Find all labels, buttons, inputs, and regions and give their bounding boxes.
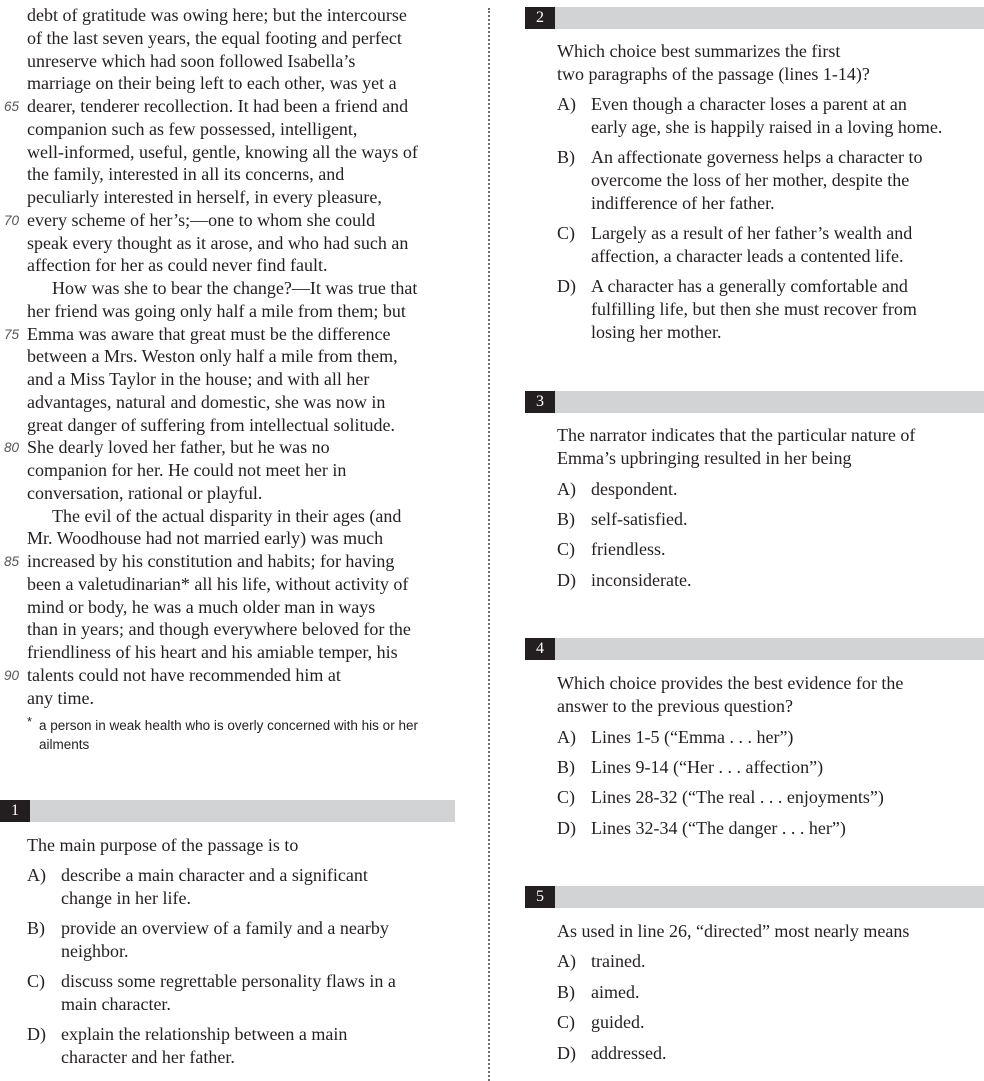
passage-line-text: Emma was aware that great must be the difference <box>27 323 391 344</box>
answer-option[interactable] <box>557 538 982 561</box>
footnote <box>27 716 457 754</box>
question-stem-line: Emma’s upbringing resulted in her being <box>557 448 852 468</box>
question-stem-line: Which choice best summarizes the first <box>557 41 841 61</box>
option-text <box>591 817 846 840</box>
option-text <box>591 93 942 139</box>
option-text-line: indifference of her father. <box>591 193 775 213</box>
option-text-line: affection, a character leads a contented life. <box>591 246 904 266</box>
option-text <box>61 970 396 1016</box>
question-number: 4 <box>525 638 555 660</box>
option-letter: B) <box>557 757 575 777</box>
passage-line-text: talents could not have recommended him at <box>27 664 341 685</box>
passage-line <box>27 345 467 368</box>
passage-line-text: the family, interested in all its concerns, and <box>27 164 345 185</box>
option-text-line: A character has a generally comfortable and <box>591 276 908 296</box>
question-header-bar <box>525 638 984 660</box>
option-letter: B) <box>557 509 575 529</box>
passage-line-text: affection for her as could never find fault. <box>27 255 328 276</box>
passage-line-text: than in years; and though everywhere beloved for the <box>27 619 411 640</box>
question-header-bar <box>525 886 984 908</box>
option-text-line: An affectionate governess helps a character to <box>591 147 923 167</box>
answer-option[interactable] <box>27 970 457 1016</box>
passage-line <box>27 50 467 73</box>
answer-option[interactable] <box>557 93 982 139</box>
option-text-line: provide an overview of a family and a nearby <box>61 918 389 938</box>
option-letter: B) <box>557 982 575 1002</box>
option-text-line: Lines 32-34 (“The danger . . . her”) <box>591 818 846 838</box>
passage-line <box>27 505 467 528</box>
passage-line <box>27 459 467 482</box>
passage-line-text: companion such as few possessed, intelligent, <box>27 118 358 139</box>
option-text-line: neighbor. <box>61 941 129 961</box>
answer-option[interactable] <box>557 508 982 531</box>
option-text <box>591 981 639 1004</box>
option-text-line: Lines 28-32 (“The real . . . enjoyments”) <box>591 787 884 807</box>
option-text <box>591 756 823 779</box>
answer-option[interactable] <box>557 950 982 973</box>
option-text <box>591 275 917 344</box>
column-divider <box>488 8 490 1081</box>
passage-line-text: been a valetudinarian* all his life, without activity of <box>27 573 409 594</box>
passage-line-text: speak every thought as it arose, and who had such an <box>27 232 409 253</box>
question-stem-line: two paragraphs of the passage (lines 1-14)? <box>557 64 870 84</box>
passage-line-text: of the last seven years, the equal footing and perfect <box>27 27 402 48</box>
answer-option[interactable] <box>557 756 982 779</box>
passage-line <box>27 254 467 277</box>
passage-line <box>4 323 467 346</box>
passage-line-text: Mr. Woodhouse had not married early) was much <box>27 528 384 549</box>
passage-line <box>27 687 467 710</box>
answer-option[interactable] <box>557 478 982 501</box>
question-number: 2 <box>525 7 555 29</box>
option-text-line: character and her father. <box>61 1047 235 1067</box>
passage-line <box>4 209 467 232</box>
answer-option[interactable] <box>27 1023 457 1069</box>
line-number: 90 <box>4 667 20 683</box>
option-text-line: Largely as a result of her father’s wealth and <box>591 223 913 243</box>
passage-line-text: mind or body, he was a much older man in ways <box>27 596 376 617</box>
passage-line <box>27 186 467 209</box>
passage-line <box>4 436 467 459</box>
option-text-line: early age, she is happily raised in a loving home. <box>591 117 943 137</box>
passage-line-text: dearer, tenderer recollection. It had been a friend and <box>27 96 409 116</box>
passage-line <box>4 550 467 573</box>
option-text-line: self-satisfied. <box>591 509 688 529</box>
option-text <box>591 146 923 215</box>
passage-line <box>27 4 467 27</box>
passage-line <box>27 573 467 596</box>
option-text <box>591 786 884 809</box>
option-letter: C) <box>557 539 575 559</box>
passage-line-text: friendliness of his heart and his amiable temper, his <box>27 642 398 662</box>
option-letter: A) <box>557 727 576 747</box>
option-text <box>591 950 645 973</box>
option-text-line: aimed. <box>591 982 640 1002</box>
option-letter: D) <box>27 1024 46 1044</box>
question-number: 1 <box>0 800 30 822</box>
footnote-line-1: a person in weak health who is overly concerned with his or her <box>39 718 418 733</box>
question-stem <box>557 920 909 943</box>
question-stem-line: Which choice provides the best evidence for the <box>557 673 904 693</box>
passage-line <box>27 72 467 95</box>
option-text-line: trained. <box>591 951 646 971</box>
answer-option[interactable] <box>557 146 982 215</box>
passage-line <box>4 95 467 118</box>
option-letter: A) <box>557 94 576 114</box>
answer-option[interactable] <box>557 1011 982 1034</box>
passage-line <box>27 118 467 141</box>
question-number: 3 <box>525 391 555 413</box>
option-text <box>61 864 368 910</box>
passage-line-text: and a Miss Taylor in the house; and with all her <box>27 369 370 389</box>
option-text-line: Even though a character loses a parent at an <box>591 94 907 114</box>
option-text-line: main character. <box>61 994 171 1014</box>
option-text-line: explain the relationship between a main <box>61 1024 348 1044</box>
line-number: 65 <box>4 99 20 114</box>
option-text-line: losing her mother. <box>591 322 722 342</box>
question-header-bar <box>0 800 455 822</box>
option-text-line: fulfilling life, but then she must recover from <box>591 299 917 319</box>
passage-line <box>27 368 467 391</box>
option-text-line: guided. <box>591 1012 645 1032</box>
answer-option[interactable] <box>557 817 982 840</box>
option-text-line: describe a main character and a significant <box>61 865 368 885</box>
option-text-line: inconsiderate. <box>591 570 692 590</box>
option-text <box>591 1042 666 1065</box>
option-text-line: Lines 9-14 (“Her . . . affection”) <box>591 757 824 777</box>
passage-text <box>4 4 467 709</box>
passage-line-text: every scheme of her’s;—one to whom she could <box>27 209 376 230</box>
option-letter: C) <box>557 787 575 807</box>
answer-option[interactable] <box>557 726 982 749</box>
question-header-bar <box>525 391 984 413</box>
answer-option[interactable] <box>557 275 982 344</box>
passage-line-text: unreserve which had soon followed Isabella’s <box>27 50 356 71</box>
option-letter: B) <box>27 918 45 938</box>
option-letter: B) <box>557 147 575 167</box>
question-stem-line: The narrator indicates that the particular nature of <box>557 425 916 445</box>
passage-line-text: marriage on their being left to each other, was yet a <box>27 73 397 94</box>
passage-line <box>27 391 467 414</box>
passage-line <box>4 664 467 687</box>
passage-line <box>27 641 467 664</box>
line-number: 80 <box>4 440 20 456</box>
passage-line <box>27 300 467 323</box>
question-stem-line: answer to the previous question? <box>557 696 793 716</box>
option-letter: D) <box>557 818 576 838</box>
passage-line <box>27 596 467 619</box>
option-text-line: discuss some regrettable personality flaws in a <box>61 971 396 991</box>
passage-line-text: The evil of the actual disparity in their ages (and <box>52 505 402 526</box>
passage-line <box>27 277 467 300</box>
option-text <box>591 478 677 501</box>
answer-option[interactable] <box>557 981 982 1004</box>
answer-option[interactable] <box>557 569 982 592</box>
option-text-line: addressed. <box>591 1043 667 1063</box>
answer-option[interactable] <box>557 222 982 268</box>
option-text-line: overcome the loss of her mother, despite the <box>591 170 910 190</box>
passage-line-text: any time. <box>27 687 94 708</box>
answer-option[interactable] <box>27 917 457 963</box>
passage-line <box>27 618 467 641</box>
passage-line-text: great danger of suffering from intellectual solitude. <box>27 414 396 435</box>
option-letter: D) <box>557 276 576 296</box>
passage-line-text: between a Mrs. Weston only half a mile from them, <box>27 346 398 367</box>
passage-line <box>27 163 467 186</box>
question-stem <box>557 672 903 718</box>
passage-line-text: How was she to bear the change?—It was true that <box>52 278 418 298</box>
question-stem <box>557 40 870 86</box>
passage-line <box>27 414 467 437</box>
option-text <box>61 917 389 963</box>
option-text-line: Lines 1-5 (“Emma . . . her”) <box>591 727 794 747</box>
answer-option[interactable] <box>557 786 982 809</box>
option-letter: A) <box>557 951 576 971</box>
passage-line-text: increased by his constitution and habits; for having <box>27 551 395 571</box>
footnote-mark: * <box>27 714 33 729</box>
option-letter: D) <box>557 1043 576 1063</box>
option-text <box>591 508 687 531</box>
passage-line <box>27 527 467 550</box>
passage-line-text: well-informed, useful, gentle, knowing all the ways of <box>27 141 418 162</box>
passage-line-text: peculiarly interested in herself, in every pleasure, <box>27 187 382 207</box>
passage-line-text: debt of gratitude was owing here; but the intercourse <box>27 5 407 25</box>
passage-line-text: her friend was going only half a mile from them; but <box>27 300 406 321</box>
line-number: 85 <box>4 554 20 569</box>
option-text <box>61 1023 347 1069</box>
option-letter: C) <box>557 223 575 243</box>
passage-line-text: companion for her. He could not meet her in <box>27 460 347 480</box>
question-header-bar <box>525 7 984 29</box>
option-text-line: friendless. <box>591 539 666 559</box>
line-number: 75 <box>4 326 20 342</box>
passage-line <box>27 482 467 505</box>
question-number: 5 <box>525 886 555 908</box>
option-letter: A) <box>27 865 46 885</box>
question-stem-line: The main purpose of the passage is to <box>27 835 299 855</box>
question-stem-line: As used in line 26, “directed” most nearly means <box>557 921 910 941</box>
passage-line-text: She dearly loved her father, but he was no <box>27 437 330 458</box>
option-text <box>591 726 793 749</box>
option-text-line: change in her life. <box>61 888 191 908</box>
option-text <box>591 1011 645 1034</box>
option-letter: C) <box>27 971 45 991</box>
answer-option[interactable] <box>557 1042 982 1065</box>
option-letter: D) <box>557 570 576 590</box>
passage-line <box>27 232 467 255</box>
passage-line <box>27 27 467 50</box>
passage-line-text: conversation, rational or playful. <box>27 482 263 503</box>
answer-option[interactable] <box>27 864 457 910</box>
option-letter: C) <box>557 1012 575 1032</box>
passage-line-text: advantages, natural and domestic, she was now in <box>27 391 386 412</box>
passage-line <box>27 141 467 164</box>
footnote-line-2: ailments <box>39 737 90 752</box>
question-stem <box>27 834 298 857</box>
option-text-line: despondent. <box>591 479 678 499</box>
option-text <box>591 538 665 561</box>
option-letter: A) <box>557 479 576 499</box>
line-number: 70 <box>4 212 20 228</box>
question-stem <box>557 424 915 470</box>
option-text <box>591 222 912 268</box>
option-text <box>591 569 691 592</box>
